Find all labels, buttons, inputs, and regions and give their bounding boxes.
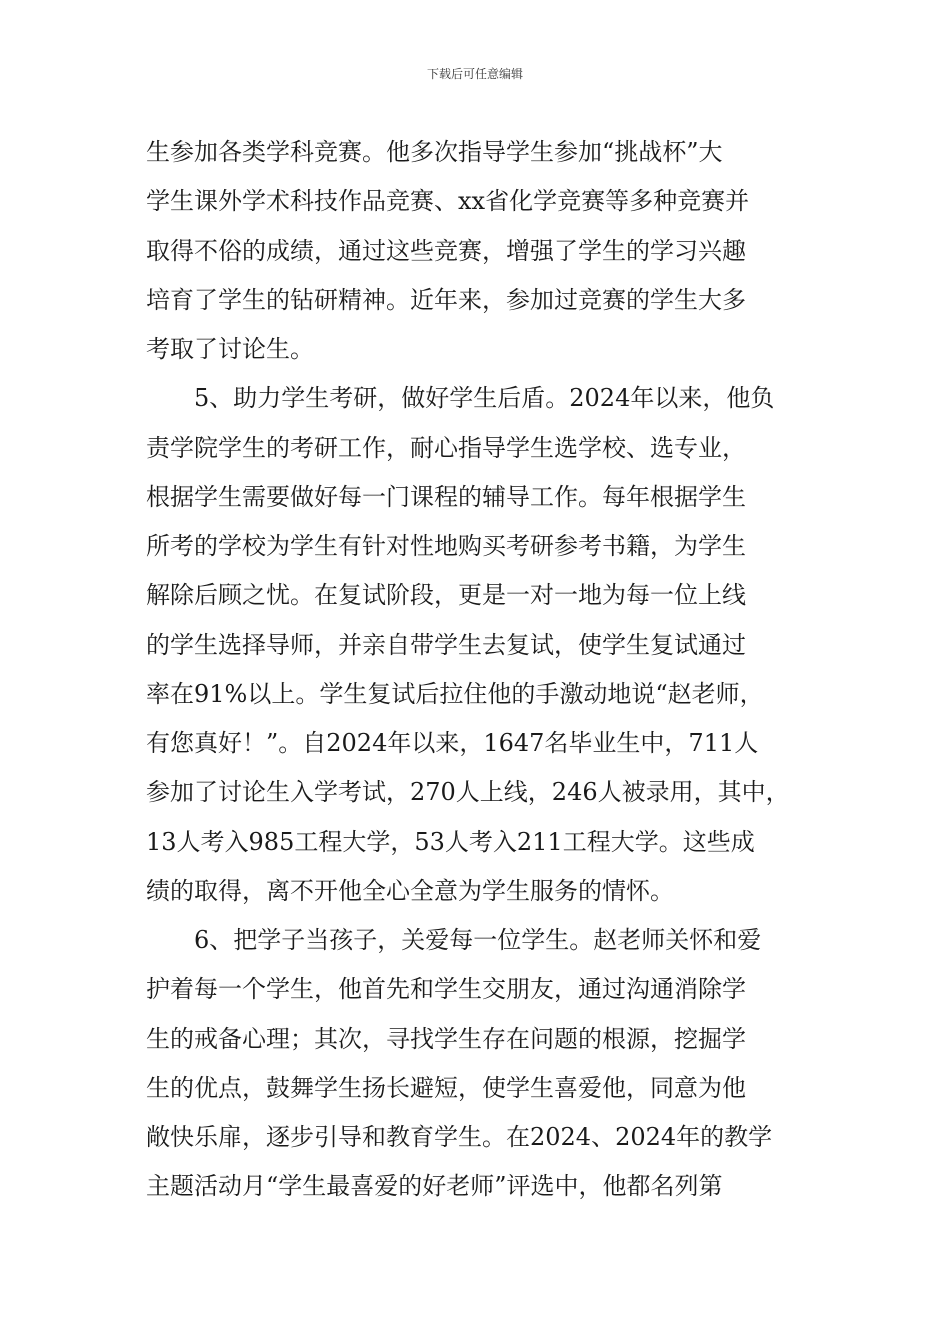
text-line: 6、把学子当孩子，关爱每一位学生。赵老师关怀和爱 xyxy=(194,926,762,954)
page-header: 下载后可任意编辑 xyxy=(426,67,523,81)
text-line: 13人考入985工程大学，53人考入211工程大学。这些成 xyxy=(146,827,755,856)
text-line: 解除后顾之忧。在复试阶段，更是一对一地为每一位上线 xyxy=(146,581,746,610)
text-line: 责学院学生的考研工作，耐心指导学生选学校、选专业， xyxy=(146,433,746,462)
text-line: 培育了学生的钻研精神。近年来，参加过竞赛的学生大多 xyxy=(146,285,746,314)
text-line: 敞快乐扉，逐步引导和教育学生。在2024、2024年的教学 xyxy=(146,1123,773,1151)
text-line: 的学生选择导师，并亲自带学生去复试，使学生复试通过 xyxy=(146,630,746,659)
text-line: 考取了讨论生。 xyxy=(146,335,314,363)
text-line: 学生课外学术科技作品竞赛、xx省化学竞赛等多种竞赛并 xyxy=(146,187,750,216)
text-line: 参加了讨论生入学考试，270人上线，246人被录用，其中， xyxy=(146,778,790,807)
text-line: 根据学生需要做好每一门课程的辅导工作。每年根据学生 xyxy=(146,482,746,511)
text-line: 绩的取得，离不开他全心全意为学生服务的情怀。 xyxy=(146,876,674,905)
document-body xyxy=(146,128,806,1212)
text-line: 主题活动月“学生最喜爱的好老师”评选中，他都名列第 xyxy=(146,1172,723,1201)
text-line: 5、助力学生考研，做好学生后盾。2024年以来，他负 xyxy=(194,384,775,413)
text-line: 生的戒备心理；其次，寻找学生存在问题的根源，挖掘学 xyxy=(146,1024,746,1053)
text-line: 率在91%以上。学生复试后拉住他的手激动地说“赵老师， xyxy=(146,679,764,708)
text-line: 护着每一个学生，他首先和学生交朋友，通过沟通消除学 xyxy=(146,975,746,1004)
text-line: 生的优点，鼓舞学生扬长避短，使学生喜爱他，同意为他 xyxy=(146,1073,746,1102)
text-line: 有您真好！”。自2024年以来，1647名毕业生中，711人 xyxy=(146,729,759,757)
text-line: 生参加各类学科竞赛。他多次指导学生参加“挑战杯”大 xyxy=(146,138,723,166)
text-line: 取得不俗的成绩，通过这些竞赛，增强了学生的学习兴趣 xyxy=(146,236,746,265)
text-line: 所考的学校为学生有针对性地购买考研参考书籍，为学生 xyxy=(146,532,746,560)
